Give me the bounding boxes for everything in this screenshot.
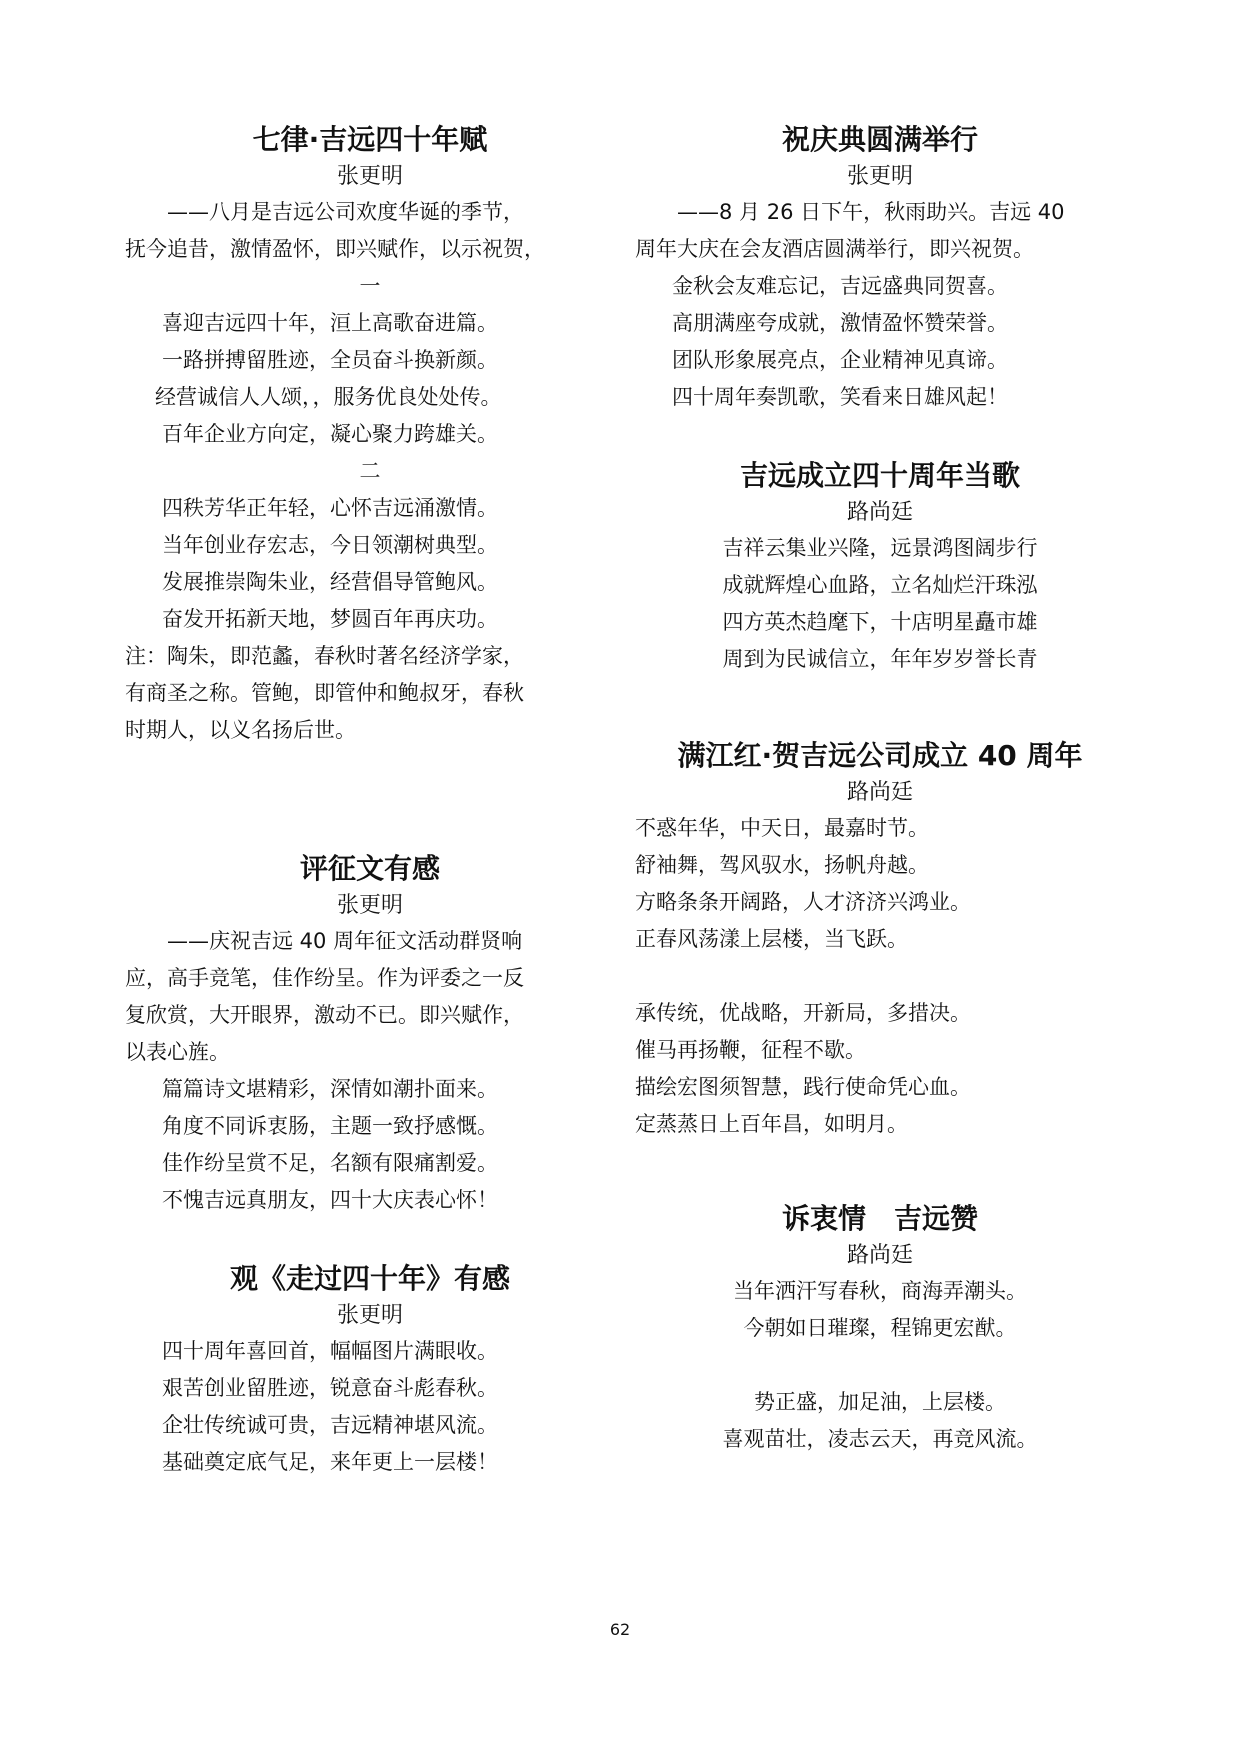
verse-line: 催马再扬鞭，征程不歇。 — [635, 1038, 866, 1062]
poem-author: 路尚廷 — [846, 500, 913, 525]
poem-author: 路尚廷 — [846, 780, 913, 805]
poem-qilv — [125, 120, 615, 749]
verse-line: 吉祥云集业兴隆，远景鸿图阔步行 — [722, 536, 1038, 560]
verse-line: 描绘宏图须智慧，践行使命凭心血。 — [635, 1075, 971, 1099]
verse-line: 企壮传统诚可贵，吉远精神堪风流。 — [162, 1413, 498, 1437]
verse-line: 承传统，优战略，开新局，多措决。 — [635, 1001, 971, 1025]
verse-line: 不愧吉远真朋友，四十大庆表心怀！ — [162, 1188, 498, 1212]
verse-line: 基础奠定底气足，来年更上一层楼！ — [162, 1450, 498, 1474]
poem-title: 满江红·贺吉远公司成立 40 周年 — [677, 739, 1083, 772]
poem-dangge — [635, 456, 1125, 678]
poem-author: 张更明 — [336, 164, 403, 189]
poem-author: 张更明 — [336, 1303, 403, 1328]
verse-line: 发展推崇陶朱业，经营倡导管鲍风。 — [162, 570, 498, 594]
intro-line: ——八月是吉远公司欢度华诞的季节， — [167, 200, 524, 224]
right-column — [635, 120, 1125, 1458]
poem-title: 诉衷情 吉远赞 — [781, 1202, 978, 1235]
poem-zouguo — [125, 1259, 615, 1481]
note-line: 时期人，以义名扬后世。 — [125, 718, 356, 742]
stanza-gap — [635, 958, 1125, 995]
verse-line: 团队形象展亮点，企业精神见真谛。 — [672, 348, 1008, 372]
verse-line: 四秩芳华正年轻，心怀吉远涌激情。 — [162, 496, 498, 520]
intro-line: 应，高手竞笔，佳作纷呈。作为评委之一反 — [125, 966, 524, 990]
verse-line: 奋发开拓新天地，梦圆百年再庆功。 — [162, 607, 498, 631]
intro-line: 抚今追昔，激情盈怀，即兴赋作，以示祝贺， — [125, 237, 545, 261]
page-number: 62 — [609, 1620, 631, 1639]
verse-line: 周到为民诚信立，年年岁岁誉长青 — [722, 647, 1038, 671]
verse-line: 四方英杰趋麾下，十店明星矗市雄 — [722, 610, 1038, 634]
poem-title: 评征文有感 — [299, 852, 440, 885]
verse-line: 四十周年喜回首，幅幅图片满眼收。 — [162, 1339, 498, 1363]
verse-line: 经营诚信人人颂，，服务优良处处传。 — [155, 385, 502, 409]
poem-author: 张更明 — [846, 164, 913, 189]
verse-line: 定蒸蒸日上百年昌，如明月。 — [635, 1112, 908, 1136]
stanza-gap — [635, 1347, 1125, 1384]
verse-line: 一路拼搏留胜迹，全员奋斗换新颜。 — [162, 348, 498, 372]
verse-line: 今朝如日璀璨，程锦更宏猷。 — [743, 1316, 1017, 1340]
section-marker: 二 — [359, 459, 381, 483]
left-column — [125, 120, 615, 1481]
poem-pingzhengwen — [125, 849, 615, 1219]
poem-author: 路尚廷 — [846, 1243, 913, 1268]
verse-line: 势正盛，加足油，上层楼。 — [754, 1390, 1006, 1414]
poem-suzhongqing — [635, 1199, 1125, 1458]
verse-line: 角度不同诉衷肠，主题一致抒感慨。 — [162, 1114, 498, 1138]
poem-title: 祝庆典圆满举行 — [781, 123, 978, 156]
poem-title: 吉远成立四十周年当歌 — [739, 459, 1020, 492]
verse-line: 舒袖舞，驾风驭水，扬帆舟越。 — [635, 853, 929, 877]
verse-line: 方略条条开阔路，人才济济兴鸿业。 — [635, 890, 971, 914]
poem-manjianghong — [635, 736, 1125, 1143]
verse-line: 高朋满座夸成就，激情盈怀赞荣誉。 — [672, 311, 1008, 335]
intro-line: 周年大庆在会友酒店圆满举行，即兴祝贺。 — [635, 237, 1034, 261]
verse-line: 百年企业方向定，凝心聚力跨雄关。 — [162, 422, 498, 446]
poem-title: 七律·吉远四十年赋 — [252, 123, 488, 156]
verse-line: 当年创业存宏志，今日领潮树典型。 — [162, 533, 498, 557]
intro-line: ——8 月 26 日下午，秋雨助兴。吉远 40 — [677, 200, 1065, 224]
poem-qingdian — [635, 120, 1125, 416]
intro-line: ——庆祝吉远 40 周年征文活动群贤响 — [167, 929, 523, 953]
intro-line: 以表心旌。 — [125, 1040, 230, 1064]
note-line: 注：陶朱，即范蠡，春秋时著名经济学家， — [125, 644, 524, 668]
verse-line: 金秋会友难忘记，吉远盛典同贺喜。 — [672, 274, 1008, 298]
verse-line: 当年洒汗写春秋，商海弄潮头。 — [733, 1279, 1027, 1303]
verse-line: 四十周年奏凯歌，笑看来日雄风起！ — [672, 385, 1008, 409]
verse-line: 喜迎吉远四十年，洹上高歌奋进篇。 — [162, 311, 498, 335]
verse-line: 佳作纷呈赏不足，名额有限痛割爱。 — [162, 1151, 498, 1175]
verse-line: 喜观苗壮，凌志云天，再竞风流。 — [722, 1427, 1038, 1451]
verse-line: 成就辉煌心血路，立名灿烂汗珠泓 — [722, 573, 1038, 597]
note-line: 有商圣之称。管鲍，即管仲和鲍叔牙，春秋 — [125, 681, 524, 705]
verse-line: 不惑年华，中天日，最嘉时节。 — [635, 816, 929, 840]
verse-line: 艰苦创业留胜迹，锐意奋斗彪春秋。 — [162, 1376, 498, 1400]
poem-author: 张更明 — [336, 893, 403, 918]
intro-line: 复欣赏，大开眼界，激动不已。即兴赋作， — [125, 1003, 524, 1027]
verse-line: 篇篇诗文堪精彩，深情如潮扑面来。 — [162, 1077, 498, 1101]
section-marker: 一 — [359, 274, 381, 298]
verse-line: 正春风荡漾上层楼，当飞跃。 — [635, 927, 908, 951]
poem-title: 观《走过四十年》有感 — [229, 1262, 510, 1295]
